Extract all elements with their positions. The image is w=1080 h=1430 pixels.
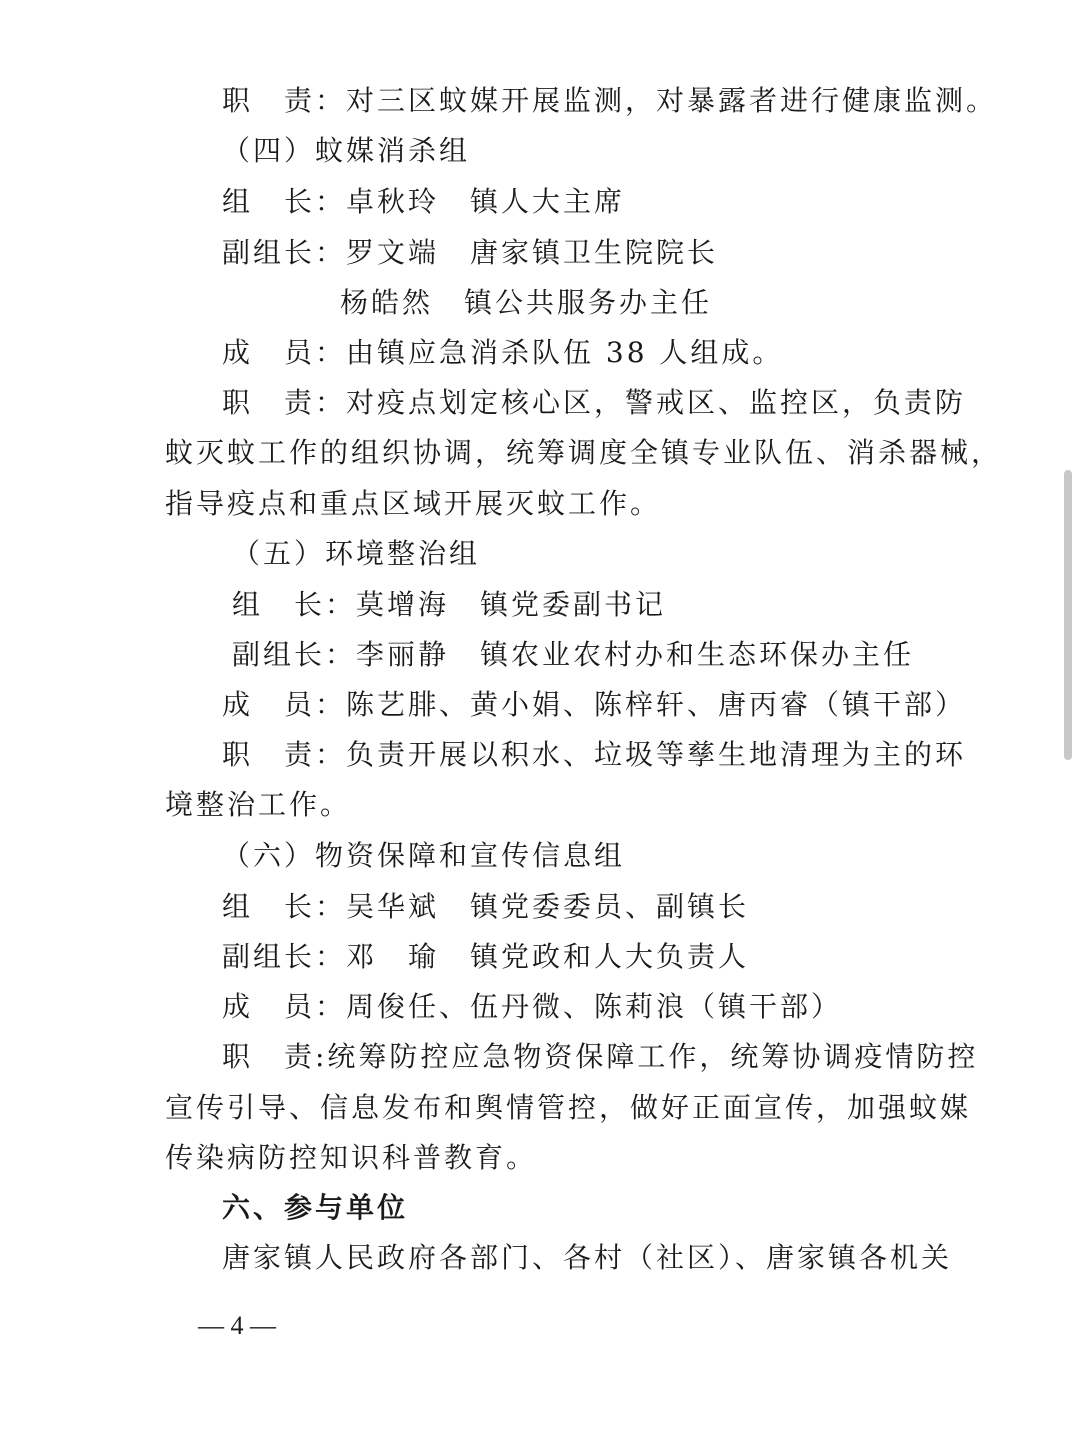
- deputy-leader-line: 副组长：李丽静 镇农业农村办和生态环保办主任: [232, 638, 915, 671]
- deputy-leader-line: 副组长：邓 瑜 镇党政和人大负责人: [222, 940, 750, 973]
- section-heading-supplies-publicity: （六）物资保障和宣传信息组: [222, 839, 626, 872]
- section-heading-mosquito-control: （四）蚊媒消杀组: [222, 134, 471, 167]
- duty-line: 职 责：对疫点划定核心区，警戒区、监控区，负责防: [222, 386, 967, 419]
- group-leader-line: 组 长：吴华斌 镇党委委员、副镇长: [222, 890, 750, 923]
- scrollbar-thumb[interactable]: [1064, 470, 1072, 760]
- members-line: 成 员：周俊任、伍丹微、陈莉浪（镇干部）: [222, 990, 843, 1023]
- group-leader-line: 组 长：莫增海 镇党委副书记: [232, 588, 667, 621]
- section-heading-environment: （五）环境整治组: [232, 537, 481, 570]
- deputy-leader-line-2: 杨皓然 镇公共服务办主任: [340, 286, 713, 319]
- duty-line: 职 责:统筹防控应急物资保障工作，统筹协调疫情防控: [222, 1040, 979, 1073]
- group-leader-line: 组 长：卓秋玲 镇人大主席: [222, 185, 626, 218]
- duty-line-continued: 蚊灭蚊工作的组织协调，统筹调度全镇专业队伍、消杀器械，: [165, 436, 1003, 469]
- members-line: 成 员：陈艺腓、黄小娟、陈梓轩、唐丙睿（镇干部）: [222, 688, 967, 721]
- duty-line-monitoring: 职 责：对三区蚊媒开展监测，对暴露者进行健康监测。: [222, 84, 998, 117]
- page-number: — 4 —: [198, 1311, 276, 1340]
- duty-line-end: 传染病防控知识科普教育。: [165, 1141, 538, 1174]
- duty-line-continued: 宣传引导、信息发布和舆情管控，做好正面宣传，加强蚊媒: [165, 1091, 972, 1124]
- duty-line-end: 境整治工作。: [165, 788, 352, 821]
- participating-units-text: 唐家镇人民政府各部门、各村（社区）、唐家镇各机关: [222, 1241, 953, 1274]
- members-line: 成 员：由镇应急消杀队伍 38 人组成。: [222, 336, 784, 369]
- duty-line-end: 指导疫点和重点区域开展灭蚊工作。: [165, 487, 662, 520]
- section-heading-participating-units: 六、参与单位: [222, 1191, 409, 1224]
- deputy-leader-line: 副组长：罗文端 唐家镇卫生院院长: [222, 236, 719, 269]
- vertical-scrollbar[interactable]: [1064, 470, 1072, 760]
- duty-line: 职 责：负责开展以积水、垃圾等孳生地清理为主的环: [222, 738, 967, 771]
